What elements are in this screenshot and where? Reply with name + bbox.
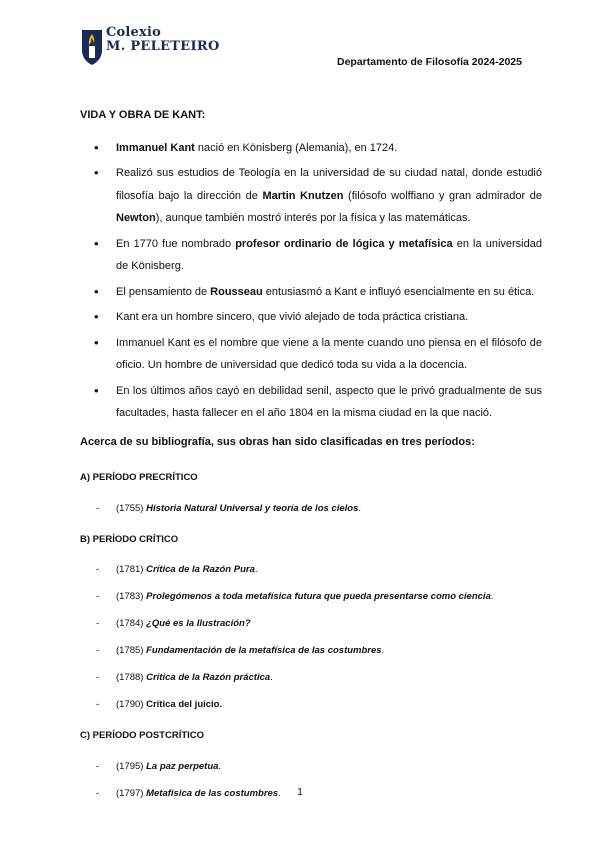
list-item (80, 617, 542, 631)
text: (filósofo wolffiano y gran admirador de (343, 189, 542, 202)
list-item (80, 233, 542, 278)
list-item (80, 502, 542, 516)
text: Kant era un hombre sincero, que vivió alejado de toda práctica cristiana. (116, 311, 469, 323)
work-year: (1788) (116, 672, 147, 683)
text: . (270, 672, 273, 683)
bold-text: Martin Knutzen (262, 189, 344, 202)
page-number: 1 (297, 786, 303, 798)
text: entusiasmó a Kant e influyó esencialmente en su ética. (262, 285, 535, 298)
list-item (80, 306, 542, 329)
period-heading: A) PERÍODO PRECRÍTICO (80, 472, 198, 483)
work-title: Crítica de la Razón Pura (146, 564, 255, 575)
work-title: Metafísica de las costumbres (146, 787, 279, 799)
school-shield-logo-icon (80, 26, 104, 66)
dash-icon: - (96, 760, 100, 772)
bullet-icon: • (94, 283, 99, 299)
list-item (80, 644, 542, 658)
bullet-icon: • (94, 334, 99, 350)
work-year: (1784) (116, 618, 147, 629)
biography-list (80, 137, 542, 425)
dash-icon: - (96, 591, 100, 602)
text: Realizó sus estudios de Teología en la universidad de su ciudad natal, donde estudió filosofía bajo la dirección de (116, 167, 542, 202)
list-item (80, 671, 542, 685)
dash-icon: - (96, 672, 100, 683)
page-header (0, 0, 600, 80)
bullet-icon: • (94, 382, 99, 398)
section-title: VIDA Y OBRA DE KANT: (80, 109, 206, 121)
dash-icon: - (96, 645, 100, 656)
dash-icon: - (96, 787, 100, 799)
text: ), aunque también mostró interés por la física y las matemáticas. (155, 212, 471, 224)
work-title: La paz perpetua (146, 760, 219, 772)
work-title: ¿Qué es la Ilustración? (146, 618, 251, 629)
text: . (218, 760, 222, 772)
department-label: Departamento de Filosofía 2024-2025 (337, 56, 522, 68)
bold-text: profesor ordinario de lógica y metafísica (235, 237, 453, 250)
list-item (80, 760, 542, 774)
work-year: (1795) (116, 760, 147, 772)
list-item (80, 281, 542, 304)
document-body (80, 104, 542, 814)
text: Immanuel Kant es el nombre que viene a la mente cuando uno piensa en el filósofo de oficio. Un hombre de universidad que dedicó toda su vida a la docencia. (116, 336, 542, 371)
text: . (358, 502, 361, 514)
text: El pensamiento de (116, 285, 211, 298)
dash-icon: - (96, 618, 100, 629)
list-item (80, 563, 542, 577)
work-year: (1797) (116, 787, 147, 799)
list-item (80, 332, 542, 377)
work-title: Historia Natural Universal y teoría de los cielos (146, 502, 359, 514)
bullet-icon: • (94, 165, 99, 180)
work-title: Crítica del juicio (146, 699, 220, 710)
text: . (278, 787, 281, 799)
logo-line-2: M. PELETEIRO (106, 39, 220, 54)
work-year: (1783) (116, 591, 147, 602)
text: En 1770 fue nombrado (116, 237, 236, 250)
text: en la universidad de Könisberg. (116, 237, 542, 272)
bold-text: Newton (116, 212, 156, 224)
work-title: Prolegómenos a toda metafísica futura que pueda presentarse como ciencia (146, 591, 491, 602)
list-item (80, 698, 542, 712)
period-heading: B) PERÍODO CRÍTICO (80, 533, 179, 545)
works-list (80, 502, 542, 516)
school-logo-text (106, 26, 220, 54)
text: nació en Könisberg (Alemania), en 1724. (194, 141, 398, 154)
dash-icon: - (96, 564, 100, 575)
bullet-icon: • (94, 309, 99, 324)
list-item (80, 162, 542, 230)
dash-icon: - (96, 699, 100, 710)
period-heading: C) PERÍODO POSTCRÍTICO (80, 730, 205, 741)
bold-text: Immanuel Kant (116, 141, 195, 154)
text: . (254, 564, 258, 575)
bullet-icon: • (94, 235, 99, 251)
work-title: Crítica de la Razón práctica (146, 672, 271, 683)
works-intro: Acerca de su bibliografía, sus obras han sido clasificadas en tres períodos: (80, 435, 475, 448)
bold-text: Rousseau (210, 285, 263, 298)
dash-icon: - (96, 502, 100, 514)
work-year: (1781) (116, 564, 147, 575)
text: En los últimos años cayó en debilidad senil, aspecto que le privó gradualmente de sus facultades, hasta fallecer en el año 1804 en la misma ciudad en la que nació. (116, 384, 542, 419)
bullet-icon: • (94, 139, 99, 155)
work-year: (1755) (116, 502, 147, 514)
list-item (80, 137, 542, 160)
work-year: (1790) (116, 699, 147, 710)
text: . (219, 699, 223, 710)
list-item (80, 590, 542, 604)
work-title: Fundamentación de la metafísica de las costumbres (146, 645, 382, 656)
work-year: (1785) (116, 645, 147, 656)
list-item (80, 380, 542, 425)
logo-line-1: Colexio (106, 25, 161, 40)
text: . (490, 591, 494, 602)
works-list (80, 563, 542, 712)
text: . (381, 645, 385, 656)
